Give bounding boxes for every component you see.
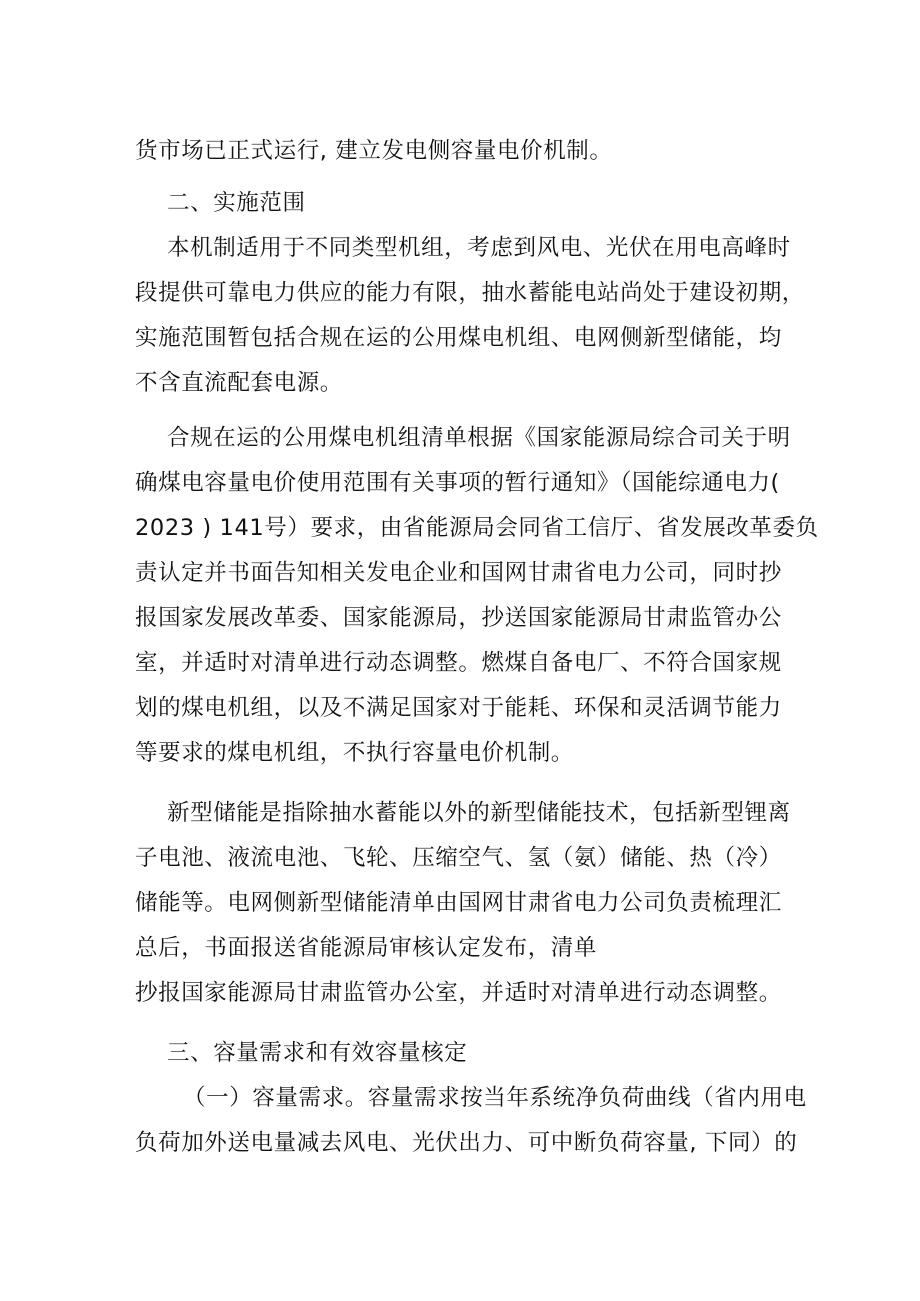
paragraph-line: 等要求的煤电机组，不执行容量电价机制。 <box>135 739 574 766</box>
paragraph-line: 抄报国家能源局甘肃监管办公室，并适时对清单进行动态调整。 <box>135 979 782 1006</box>
paragraph-line: 子电池、液流电池、飞轮、压缩空气、氢（氨）储能、热（冷） <box>135 844 782 871</box>
paragraph-line: 货市场已正式运行, 建立发电侧容量电价机制。 <box>135 137 613 164</box>
paragraph-line: 负荷加外送电量减去风电、光伏出力、可中断负荷容量, 下同）的 <box>135 1129 798 1156</box>
paragraph-line: 总后，书面报送省能源局审核认定发布，清单 <box>135 934 598 961</box>
paragraph-line: 室，并适时对清单进行动态调整。燃煤自备电厂、不符合国家规 <box>135 649 782 676</box>
paragraph-line: 本机制适用于不同类型机组，考虑到风电、光伏在用电高峰时 <box>167 234 791 261</box>
section-heading: 三、容量需求和有效容量核定 <box>167 1039 468 1066</box>
paragraph-line: 储能等。电网侧新型储能清单由国网甘肃省电力公司负责梳理汇 <box>135 889 782 916</box>
paragraph-line: 报国家发展改革委、国家能源局，抄送国家能源局甘肃监管办公 <box>135 604 782 631</box>
paragraph-line: 2023 ) 141号）要求，由省能源局会同省工信厅、省发展改革委负 <box>135 514 819 541</box>
paragraph-line: 不含直流配套电源。 <box>135 369 343 396</box>
paragraph-line: 确煤电容量电价使用范围有关事项的暂行通知》（国能综通电力( <box>135 469 780 496</box>
paragraph-line: 实施范围暂包括合规在运的公用煤电机组、电网侧新型储能，均 <box>135 324 782 351</box>
paragraph-line: 责认定并书面告知相关发电企业和国网甘肃省电力公司，同时抄 <box>135 559 782 586</box>
paragraph-line: 新型储能是指除抽水蓄能以外的新型储能技术，包括新型锂离 <box>167 799 791 826</box>
section-heading: 二、实施范围 <box>167 189 306 216</box>
paragraph-line: 段提供可靠电力供应的能力有限，抽水蓄能电站尚处于建设初期， <box>135 279 805 306</box>
paragraph-line: 合规在运的公用煤电机组清单根据《国家能源局综合司关于明 <box>167 424 791 451</box>
paragraph-line: （一）容量需求。容量需求按当年系统净负荷曲线（省内用电 <box>183 1084 807 1111</box>
paragraph-line: 划的煤电机组，以及不满足国家对于能耗、环保和灵活调节能力 <box>135 694 782 721</box>
